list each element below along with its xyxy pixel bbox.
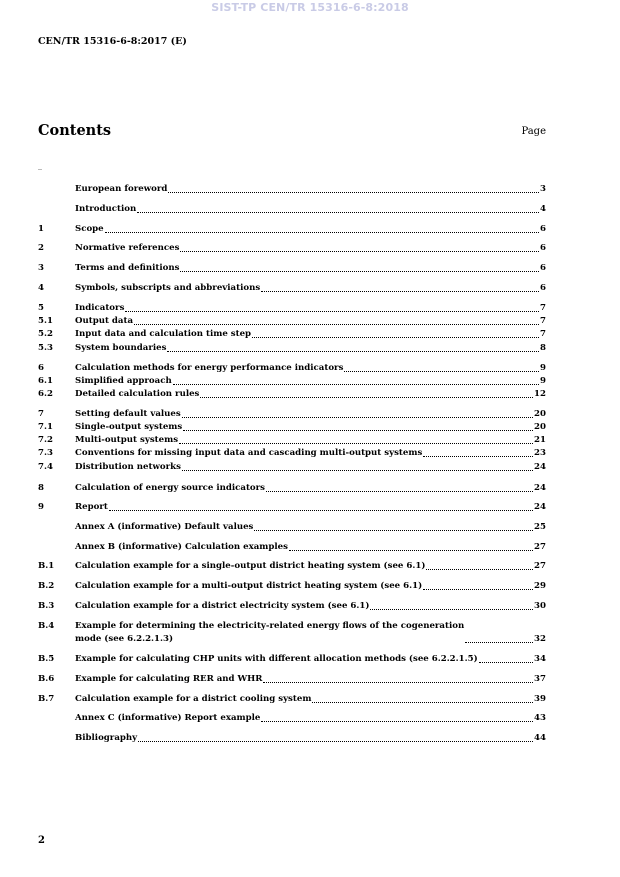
toc-title: Calculation methods for energy performance indicators <box>75 363 344 373</box>
toc-title: Example for calculating RER and WHR <box>75 674 263 684</box>
toc-title: Output data <box>75 316 134 326</box>
toc-number: B.5 <box>38 654 55 664</box>
toc-entry[interactable] <box>38 653 546 666</box>
toc-title: Annex A (informative) Default values <box>75 522 254 532</box>
page-column-label: Page <box>521 126 546 137</box>
toc-number: 7.2 <box>38 435 53 445</box>
toc-title: Report <box>75 502 108 512</box>
toc-page: 24 <box>534 483 546 493</box>
toc-number: 6.2 <box>38 389 53 399</box>
toc-title: Calculation example for a single-output district heating system (see 6.1) <box>75 561 426 571</box>
dot-leader <box>312 702 533 703</box>
dot-leader <box>134 324 539 325</box>
dot-leader <box>138 741 533 742</box>
toc-title: Calculation of energy source indicators <box>75 483 266 493</box>
dot-leader <box>289 550 533 551</box>
toc-number: 4 <box>38 283 44 293</box>
toc-title: Introduction <box>75 204 137 214</box>
toc-entry[interactable] <box>38 203 546 216</box>
dot-leader <box>125 311 539 312</box>
toc-page: 6 <box>540 243 546 253</box>
dot-leader <box>423 456 533 457</box>
toc-page: 24 <box>534 462 546 472</box>
dot-leader <box>266 491 533 492</box>
dot-leader <box>261 721 533 722</box>
toc-page: 20 <box>534 422 546 432</box>
toc-entry[interactable] <box>38 282 546 295</box>
toc-title: Detailed calculation rules <box>75 389 200 399</box>
toc-page: 3 <box>540 184 546 194</box>
dot-leader <box>200 397 533 398</box>
toc-title: Calculation example for a district electricity system (see 6.1) <box>75 601 370 611</box>
toc-title: Terms and definitions <box>75 263 180 273</box>
toc-entry[interactable] <box>38 242 546 255</box>
toc-number: 3 <box>38 263 44 273</box>
toc-entry[interactable] <box>38 388 546 401</box>
toc-entry[interactable] <box>38 408 546 421</box>
toc-entry[interactable] <box>38 580 546 593</box>
toc-page: 7 <box>540 329 546 339</box>
toc-number: 7 <box>38 409 44 419</box>
toc-entry[interactable] <box>38 262 546 275</box>
toc-title: Normative references <box>75 243 180 253</box>
toc-entry[interactable] <box>38 461 546 474</box>
toc-entry[interactable] <box>38 482 546 495</box>
toc-page: 34 <box>534 654 546 664</box>
toc-page: 24 <box>534 502 546 512</box>
toc-page: 6 <box>540 283 546 293</box>
toc-page: 44 <box>534 733 546 743</box>
dot-leader <box>263 682 533 683</box>
toc-number: 6.1 <box>38 376 53 386</box>
toc-number: 8 <box>38 483 44 493</box>
dot-leader <box>168 192 539 193</box>
toc-title-continued: mode (see 6.2.2.1.3) <box>75 634 174 644</box>
toc-title: Example for determining the electricity-related energy flows of the cogeneration <box>75 621 465 631</box>
toc-number: B.4 <box>38 621 55 631</box>
dot-leader <box>109 510 533 511</box>
toc-number: 5.2 <box>38 329 53 339</box>
toc-page: 43 <box>534 713 546 723</box>
dot-leader <box>167 351 539 352</box>
toc-entry[interactable] <box>38 375 546 388</box>
dot-leader <box>261 291 539 292</box>
toc-entry[interactable] <box>38 560 546 573</box>
toc-title: Annex C (informative) Report example <box>75 713 261 723</box>
dot-leader <box>173 384 539 385</box>
toc-number: 9 <box>38 502 44 512</box>
toc-page: 7 <box>540 303 546 313</box>
toc-entry[interactable] <box>38 693 546 706</box>
toc-number: 7.1 <box>38 422 53 432</box>
page-number: 2 <box>38 835 45 846</box>
toc-entry[interactable] <box>38 342 546 355</box>
toc-page: 32 <box>534 634 546 644</box>
dot-leader <box>182 417 533 418</box>
toc-title: European foreword <box>75 184 168 194</box>
toc-title: System boundaries <box>75 343 167 353</box>
dot-leader <box>426 569 533 570</box>
toc-number: B.3 <box>38 601 55 611</box>
toc-page: 8 <box>540 343 546 353</box>
dot-leader <box>254 530 533 531</box>
dot-leader <box>423 589 533 590</box>
dot-leader <box>344 371 539 372</box>
toc-title: Input data and calculation time step <box>75 329 252 339</box>
toc-title: Conventions for missing input data and cascading multi-output systems <box>75 448 423 458</box>
page-title: Contents <box>38 122 112 139</box>
toc-number: 7.3 <box>38 448 53 458</box>
toc-page: 21 <box>534 435 546 445</box>
dot-leader <box>179 443 533 444</box>
toc-number: 2 <box>38 243 44 253</box>
toc-number: B.6 <box>38 674 55 684</box>
dot-leader <box>183 430 533 431</box>
dot-leader <box>180 251 539 252</box>
toc-title: Multi-output systems <box>75 435 179 445</box>
toc-entry[interactable] <box>38 501 546 514</box>
toc-entry[interactable] <box>38 600 546 613</box>
toc-page: 29 <box>534 581 546 591</box>
toc-entry[interactable] <box>38 434 546 447</box>
toc-page: 37 <box>534 674 546 684</box>
dot-leader <box>252 337 539 338</box>
toc-entry[interactable] <box>38 732 546 745</box>
toc-entry[interactable] <box>38 328 546 341</box>
toc-title: Single-output systems <box>75 422 183 432</box>
dot-leader <box>182 470 533 471</box>
toc-title: Indicators <box>75 303 125 313</box>
dot-leader <box>137 212 539 213</box>
toc-number: B.7 <box>38 694 55 704</box>
toc-entry[interactable] <box>38 541 546 554</box>
toc-number: 5 <box>38 303 44 313</box>
toc-entry[interactable] <box>38 712 546 725</box>
toc-entry[interactable] <box>38 447 546 460</box>
toc-number: 6 <box>38 363 44 373</box>
toc-number: 7.4 <box>38 462 53 472</box>
toc-entry[interactable] <box>38 421 546 434</box>
toc-page: 7 <box>540 316 546 326</box>
toc-title: Setting default values <box>75 409 181 419</box>
toc-page: 27 <box>534 561 546 571</box>
dot-leader <box>479 662 533 663</box>
toc-page: 6 <box>540 263 546 273</box>
toc-title: Distribution networks <box>75 462 181 472</box>
dot-leader <box>465 642 533 643</box>
toc-title: Calculation example for a district cooling system <box>75 694 312 704</box>
toc-title: Simplified approach <box>75 376 172 386</box>
toc-page: 25 <box>534 522 546 532</box>
toc-title: Bibliography <box>75 733 138 743</box>
toc-entry[interactable] <box>38 183 546 196</box>
toc-number: 5.3 <box>38 343 53 353</box>
toc-number: B.1 <box>38 561 55 571</box>
toc-page: 4 <box>540 204 546 214</box>
toc-page: 20 <box>534 409 546 419</box>
dot-leader <box>105 232 539 233</box>
toc-page: 27 <box>534 542 546 552</box>
toc-entry[interactable] <box>38 620 546 646</box>
toc-entry[interactable] <box>38 673 546 686</box>
toc-title: Calculation example for a multi-output district heating system (see 6.1) <box>75 581 423 591</box>
toc-page: 39 <box>534 694 546 704</box>
toc-title: Annex B (informative) Calculation examples <box>75 542 288 552</box>
toc-entry[interactable] <box>38 223 546 236</box>
toc-entry[interactable] <box>38 362 546 375</box>
watermark: SIST-TP CEN/TR 15316-6-8:2018 <box>211 1 409 14</box>
toc-page: 23 <box>534 448 546 458</box>
toc-page: 6 <box>540 224 546 234</box>
toc-entry[interactable] <box>38 315 546 328</box>
toc-title: Example for calculating CHP units with different allocation methods (see 6.2.2.1.5) <box>75 654 478 664</box>
toc-title: Symbols, subscripts and abbreviations <box>75 283 261 293</box>
dot-leader <box>370 609 533 610</box>
dot-leader <box>180 271 539 272</box>
toc-number: B.2 <box>38 581 55 591</box>
toc-page: 30 <box>534 601 546 611</box>
toc-entry[interactable] <box>38 302 546 315</box>
document-id: CEN/TR 15316-6-8:2017 (E) <box>38 36 187 47</box>
toc-title: Scope <box>75 224 104 234</box>
toc-entry[interactable] <box>38 521 546 534</box>
toc-number: 5.1 <box>38 316 53 326</box>
toc-page: 12 <box>534 389 546 399</box>
divider-mark <box>38 169 42 170</box>
toc-page: 9 <box>540 376 546 386</box>
toc-page: 9 <box>540 363 546 373</box>
toc-number: 1 <box>38 224 44 234</box>
